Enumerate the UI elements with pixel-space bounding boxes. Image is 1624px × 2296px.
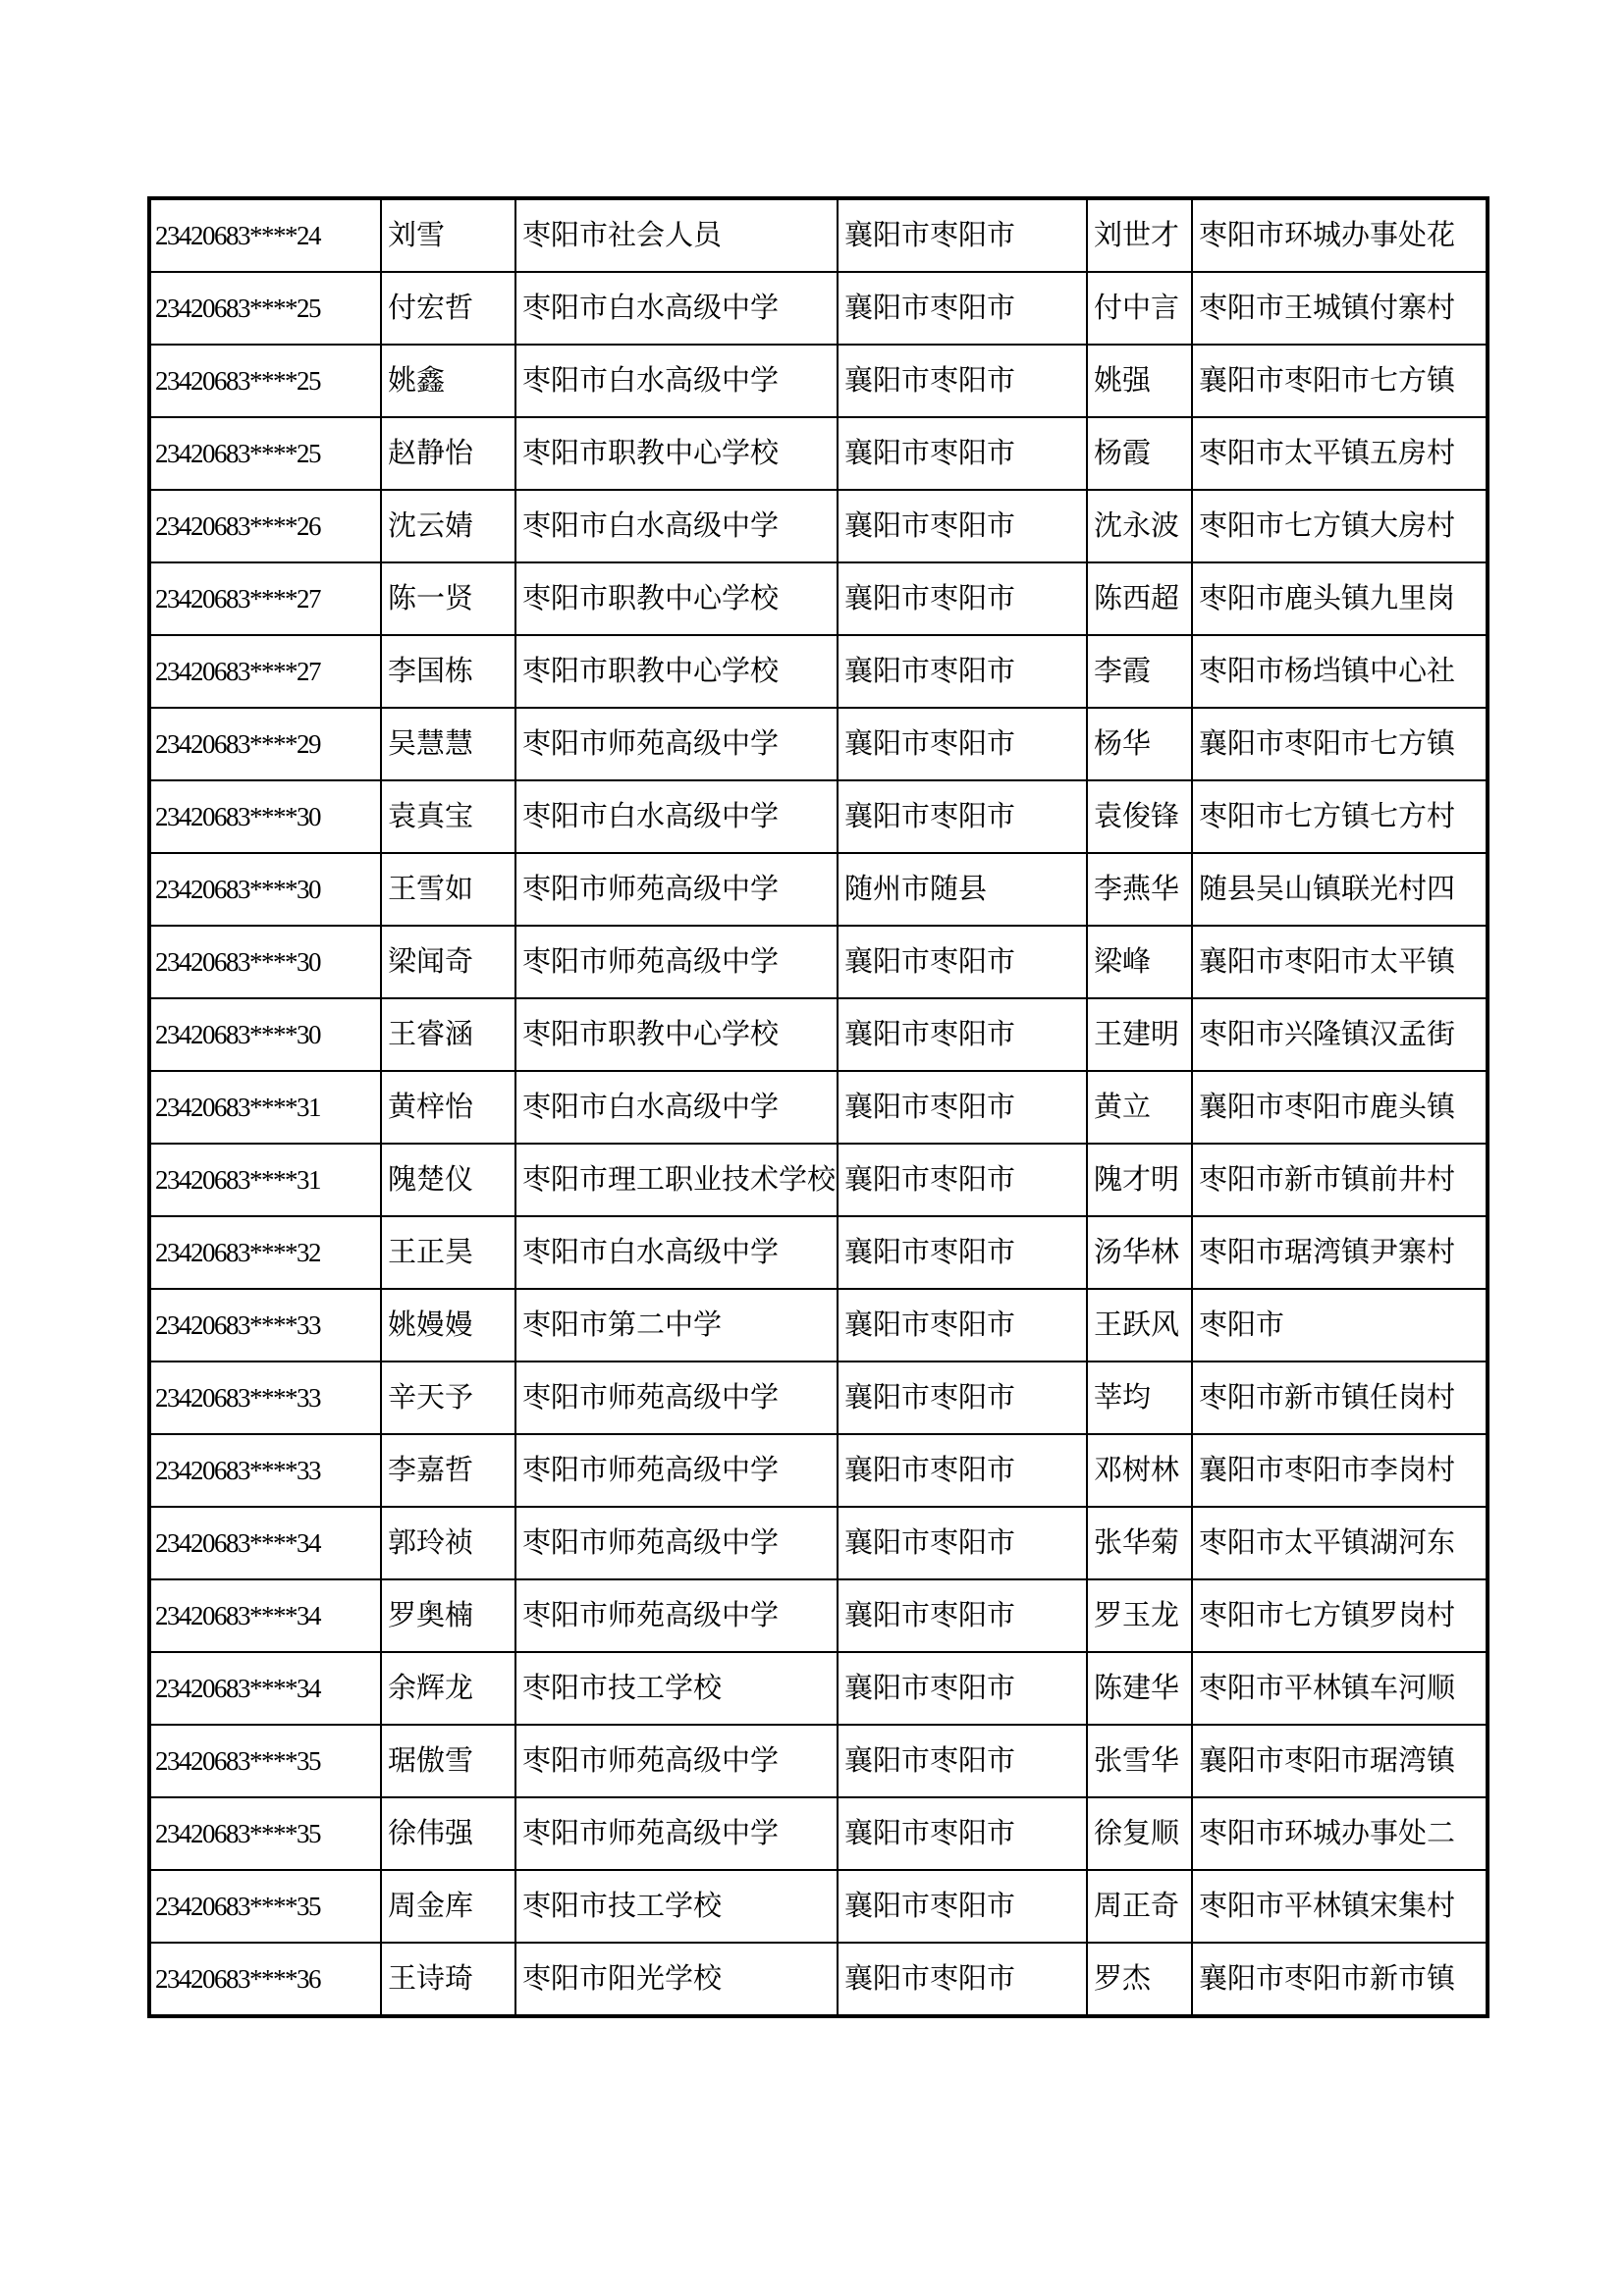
cell-student-name: 隗楚仪 [381, 1144, 515, 1216]
cell-region: 襄阳市枣阳市 [838, 272, 1087, 345]
cell-region: 襄阳市枣阳市 [838, 1144, 1087, 1216]
table-row [149, 1943, 1488, 2016]
cell-guardian-name: 杨华 [1087, 708, 1192, 780]
cell-student-name: 沈云婧 [381, 490, 515, 562]
cell-address: 枣阳市新市镇前井村 [1192, 1144, 1488, 1216]
cell-region: 襄阳市枣阳市 [838, 1071, 1087, 1144]
cell-address: 枣阳市太平镇五房村 [1192, 417, 1488, 490]
cell-id-number: 23420683****30 [149, 998, 381, 1071]
cell-school: 枣阳市职教中心学校 [515, 998, 838, 1071]
cell-region: 襄阳市枣阳市 [838, 926, 1087, 998]
cell-student-name: 徐伟强 [381, 1797, 515, 1870]
cell-region: 襄阳市枣阳市 [838, 635, 1087, 708]
cell-guardian-name: 汤华林 [1087, 1216, 1192, 1289]
cell-address: 枣阳市七方镇罗岗村 [1192, 1579, 1488, 1652]
table-row [149, 926, 1488, 998]
cell-school: 枣阳市师苑高级中学 [515, 1725, 838, 1797]
cell-student-name: 吴慧慧 [381, 708, 515, 780]
cell-guardian-name: 李霞 [1087, 635, 1192, 708]
cell-address: 枣阳市环城办事处花 [1192, 198, 1488, 272]
cell-guardian-name: 周正奇 [1087, 1870, 1192, 1943]
cell-guardian-name: 王跃风 [1087, 1289, 1192, 1362]
cell-student-name: 姚鑫 [381, 345, 515, 417]
cell-guardian-name: 梁峰 [1087, 926, 1192, 998]
cell-student-name: 辛天予 [381, 1362, 515, 1434]
cell-address: 襄阳市枣阳市太平镇 [1192, 926, 1488, 998]
cell-guardian-name: 罗杰 [1087, 1943, 1192, 2016]
cell-region: 襄阳市枣阳市 [838, 562, 1087, 635]
cell-school: 枣阳市师苑高级中学 [515, 1434, 838, 1507]
cell-student-name: 李国栋 [381, 635, 515, 708]
table-row [149, 853, 1488, 926]
cell-school: 枣阳市白水高级中学 [515, 345, 838, 417]
cell-guardian-name: 莘均 [1087, 1362, 1192, 1434]
cell-id-number: 23420683****35 [149, 1725, 381, 1797]
cell-id-number: 23420683****24 [149, 198, 381, 272]
cell-address: 枣阳市兴隆镇汉孟街 [1192, 998, 1488, 1071]
cell-address: 枣阳市鹿头镇九里岗 [1192, 562, 1488, 635]
cell-school: 枣阳市理工职业技术学校 [515, 1144, 838, 1216]
cell-school: 枣阳市白水高级中学 [515, 1216, 838, 1289]
cell-id-number: 23420683****29 [149, 708, 381, 780]
cell-region: 襄阳市枣阳市 [838, 1507, 1087, 1579]
cell-school: 枣阳市白水高级中学 [515, 1071, 838, 1144]
cell-guardian-name: 刘世才 [1087, 198, 1192, 272]
table-row [149, 1144, 1488, 1216]
cell-region: 随州市随县 [838, 853, 1087, 926]
table-row [149, 780, 1488, 853]
cell-address: 枣阳市杨垱镇中心社 [1192, 635, 1488, 708]
table-row [149, 1289, 1488, 1362]
cell-school: 枣阳市白水高级中学 [515, 780, 838, 853]
cell-region: 襄阳市枣阳市 [838, 345, 1087, 417]
table-row [149, 1507, 1488, 1579]
cell-id-number: 23420683****33 [149, 1434, 381, 1507]
cell-school: 枣阳市第二中学 [515, 1289, 838, 1362]
cell-address: 枣阳市新市镇任岗村 [1192, 1362, 1488, 1434]
cell-guardian-name: 姚强 [1087, 345, 1192, 417]
table-row [149, 198, 1488, 272]
table-row [149, 998, 1488, 1071]
cell-student-name: 李嘉哲 [381, 1434, 515, 1507]
cell-guardian-name: 张雪华 [1087, 1725, 1192, 1797]
cell-student-name: 陈一贤 [381, 562, 515, 635]
cell-id-number: 23420683****26 [149, 490, 381, 562]
cell-school: 枣阳市社会人员 [515, 198, 838, 272]
cell-region: 襄阳市枣阳市 [838, 1943, 1087, 2016]
cell-guardian-name: 杨霞 [1087, 417, 1192, 490]
cell-region: 襄阳市枣阳市 [838, 1870, 1087, 1943]
table-row [149, 1434, 1488, 1507]
cell-guardian-name: 张华菊 [1087, 1507, 1192, 1579]
roster-table [147, 196, 1489, 2018]
cell-school: 枣阳市职教中心学校 [515, 562, 838, 635]
cell-school: 枣阳市师苑高级中学 [515, 1362, 838, 1434]
cell-school: 枣阳市技工学校 [515, 1652, 838, 1725]
cell-address: 随县吴山镇联光村四 [1192, 853, 1488, 926]
cell-address: 襄阳市枣阳市李岗村 [1192, 1434, 1488, 1507]
table-row [149, 1071, 1488, 1144]
cell-school: 枣阳市阳光学校 [515, 1943, 838, 2016]
table-row [149, 345, 1488, 417]
cell-student-name: 姚嫚嫚 [381, 1289, 515, 1362]
cell-id-number: 23420683****30 [149, 926, 381, 998]
cell-guardian-name: 王建明 [1087, 998, 1192, 1071]
cell-student-name: 刘雪 [381, 198, 515, 272]
table-row [149, 1579, 1488, 1652]
cell-address: 襄阳市枣阳市新市镇 [1192, 1943, 1488, 2016]
cell-school: 枣阳市师苑高级中学 [515, 1507, 838, 1579]
cell-guardian-name: 沈永波 [1087, 490, 1192, 562]
cell-region: 襄阳市枣阳市 [838, 1579, 1087, 1652]
cell-guardian-name: 陈西超 [1087, 562, 1192, 635]
cell-school: 枣阳市职教中心学校 [515, 417, 838, 490]
cell-id-number: 23420683****34 [149, 1652, 381, 1725]
cell-school: 枣阳市师苑高级中学 [515, 1797, 838, 1870]
table-row [149, 1652, 1488, 1725]
cell-address: 枣阳市王城镇付寨村 [1192, 272, 1488, 345]
cell-school: 枣阳市白水高级中学 [515, 272, 838, 345]
cell-address: 枣阳市七方镇大房村 [1192, 490, 1488, 562]
cell-address: 枣阳市环城办事处二 [1192, 1797, 1488, 1870]
cell-region: 襄阳市枣阳市 [838, 1362, 1087, 1434]
cell-id-number: 23420683****35 [149, 1870, 381, 1943]
cell-student-name: 罗奥楠 [381, 1579, 515, 1652]
cell-student-name: 琚傲雪 [381, 1725, 515, 1797]
cell-region: 襄阳市枣阳市 [838, 1289, 1087, 1362]
cell-address: 枣阳市平林镇车河顺 [1192, 1652, 1488, 1725]
cell-region: 襄阳市枣阳市 [838, 198, 1087, 272]
table-row [149, 1870, 1488, 1943]
cell-region: 襄阳市枣阳市 [838, 1725, 1087, 1797]
cell-guardian-name: 陈建华 [1087, 1652, 1192, 1725]
cell-region: 襄阳市枣阳市 [838, 417, 1087, 490]
cell-student-name: 周金库 [381, 1870, 515, 1943]
cell-student-name: 梁闻奇 [381, 926, 515, 998]
cell-address: 枣阳市 [1192, 1289, 1488, 1362]
cell-student-name: 付宏哲 [381, 272, 515, 345]
cell-id-number: 23420683****34 [149, 1579, 381, 1652]
cell-student-name: 余辉龙 [381, 1652, 515, 1725]
cell-id-number: 23420683****32 [149, 1216, 381, 1289]
cell-id-number: 23420683****31 [149, 1144, 381, 1216]
cell-id-number: 23420683****36 [149, 1943, 381, 2016]
table-row [149, 1797, 1488, 1870]
cell-student-name: 黄梓怡 [381, 1071, 515, 1144]
cell-guardian-name: 邓树林 [1087, 1434, 1192, 1507]
cell-id-number: 23420683****35 [149, 1797, 381, 1870]
cell-id-number: 23420683****31 [149, 1071, 381, 1144]
cell-region: 襄阳市枣阳市 [838, 1797, 1087, 1870]
cell-guardian-name: 徐复顺 [1087, 1797, 1192, 1870]
cell-id-number: 23420683****25 [149, 272, 381, 345]
cell-student-name: 袁真宝 [381, 780, 515, 853]
table-row [149, 490, 1488, 562]
cell-student-name: 郭玲祯 [381, 1507, 515, 1579]
cell-guardian-name: 隗才明 [1087, 1144, 1192, 1216]
cell-address: 襄阳市枣阳市鹿头镇 [1192, 1071, 1488, 1144]
cell-student-name: 王正昊 [381, 1216, 515, 1289]
cell-address: 襄阳市枣阳市七方镇 [1192, 708, 1488, 780]
cell-guardian-name: 黄立 [1087, 1071, 1192, 1144]
cell-school: 枣阳市师苑高级中学 [515, 1579, 838, 1652]
table-row [149, 1216, 1488, 1289]
roster-table-body [149, 198, 1488, 2016]
cell-school: 枣阳市师苑高级中学 [515, 926, 838, 998]
table-row [149, 708, 1488, 780]
cell-guardian-name: 李燕华 [1087, 853, 1192, 926]
cell-address: 枣阳市七方镇七方村 [1192, 780, 1488, 853]
cell-guardian-name: 袁俊锋 [1087, 780, 1192, 853]
cell-guardian-name: 付中言 [1087, 272, 1192, 345]
cell-school: 枣阳市技工学校 [515, 1870, 838, 1943]
cell-address: 枣阳市太平镇湖河东 [1192, 1507, 1488, 1579]
cell-region: 襄阳市枣阳市 [838, 708, 1087, 780]
cell-school: 枣阳市师苑高级中学 [515, 853, 838, 926]
cell-region: 襄阳市枣阳市 [838, 490, 1087, 562]
cell-student-name: 王诗琦 [381, 1943, 515, 2016]
table-row [149, 417, 1488, 490]
cell-school: 枣阳市师苑高级中学 [515, 708, 838, 780]
cell-id-number: 23420683****30 [149, 780, 381, 853]
table-row [149, 1725, 1488, 1797]
table-row [149, 272, 1488, 345]
cell-id-number: 23420683****27 [149, 635, 381, 708]
cell-address: 枣阳市平林镇宋集村 [1192, 1870, 1488, 1943]
cell-id-number: 23420683****33 [149, 1289, 381, 1362]
cell-student-name: 王睿涵 [381, 998, 515, 1071]
table-row [149, 635, 1488, 708]
cell-address: 襄阳市枣阳市琚湾镇 [1192, 1725, 1488, 1797]
cell-id-number: 23420683****34 [149, 1507, 381, 1579]
cell-id-number: 23420683****27 [149, 562, 381, 635]
cell-school: 枣阳市白水高级中学 [515, 490, 838, 562]
cell-student-name: 赵静怡 [381, 417, 515, 490]
cell-guardian-name: 罗玉龙 [1087, 1579, 1192, 1652]
cell-student-name: 王雪如 [381, 853, 515, 926]
cell-region: 襄阳市枣阳市 [838, 998, 1087, 1071]
cell-region: 襄阳市枣阳市 [838, 1216, 1087, 1289]
cell-school: 枣阳市职教中心学校 [515, 635, 838, 708]
cell-id-number: 23420683****25 [149, 417, 381, 490]
cell-region: 襄阳市枣阳市 [838, 780, 1087, 853]
table-row [149, 562, 1488, 635]
cell-id-number: 23420683****30 [149, 853, 381, 926]
cell-address: 枣阳市琚湾镇尹寨村 [1192, 1216, 1488, 1289]
cell-address: 襄阳市枣阳市七方镇 [1192, 345, 1488, 417]
cell-id-number: 23420683****25 [149, 345, 381, 417]
cell-region: 襄阳市枣阳市 [838, 1434, 1087, 1507]
cell-region: 襄阳市枣阳市 [838, 1652, 1087, 1725]
cell-id-number: 23420683****33 [149, 1362, 381, 1434]
table-row [149, 1362, 1488, 1434]
